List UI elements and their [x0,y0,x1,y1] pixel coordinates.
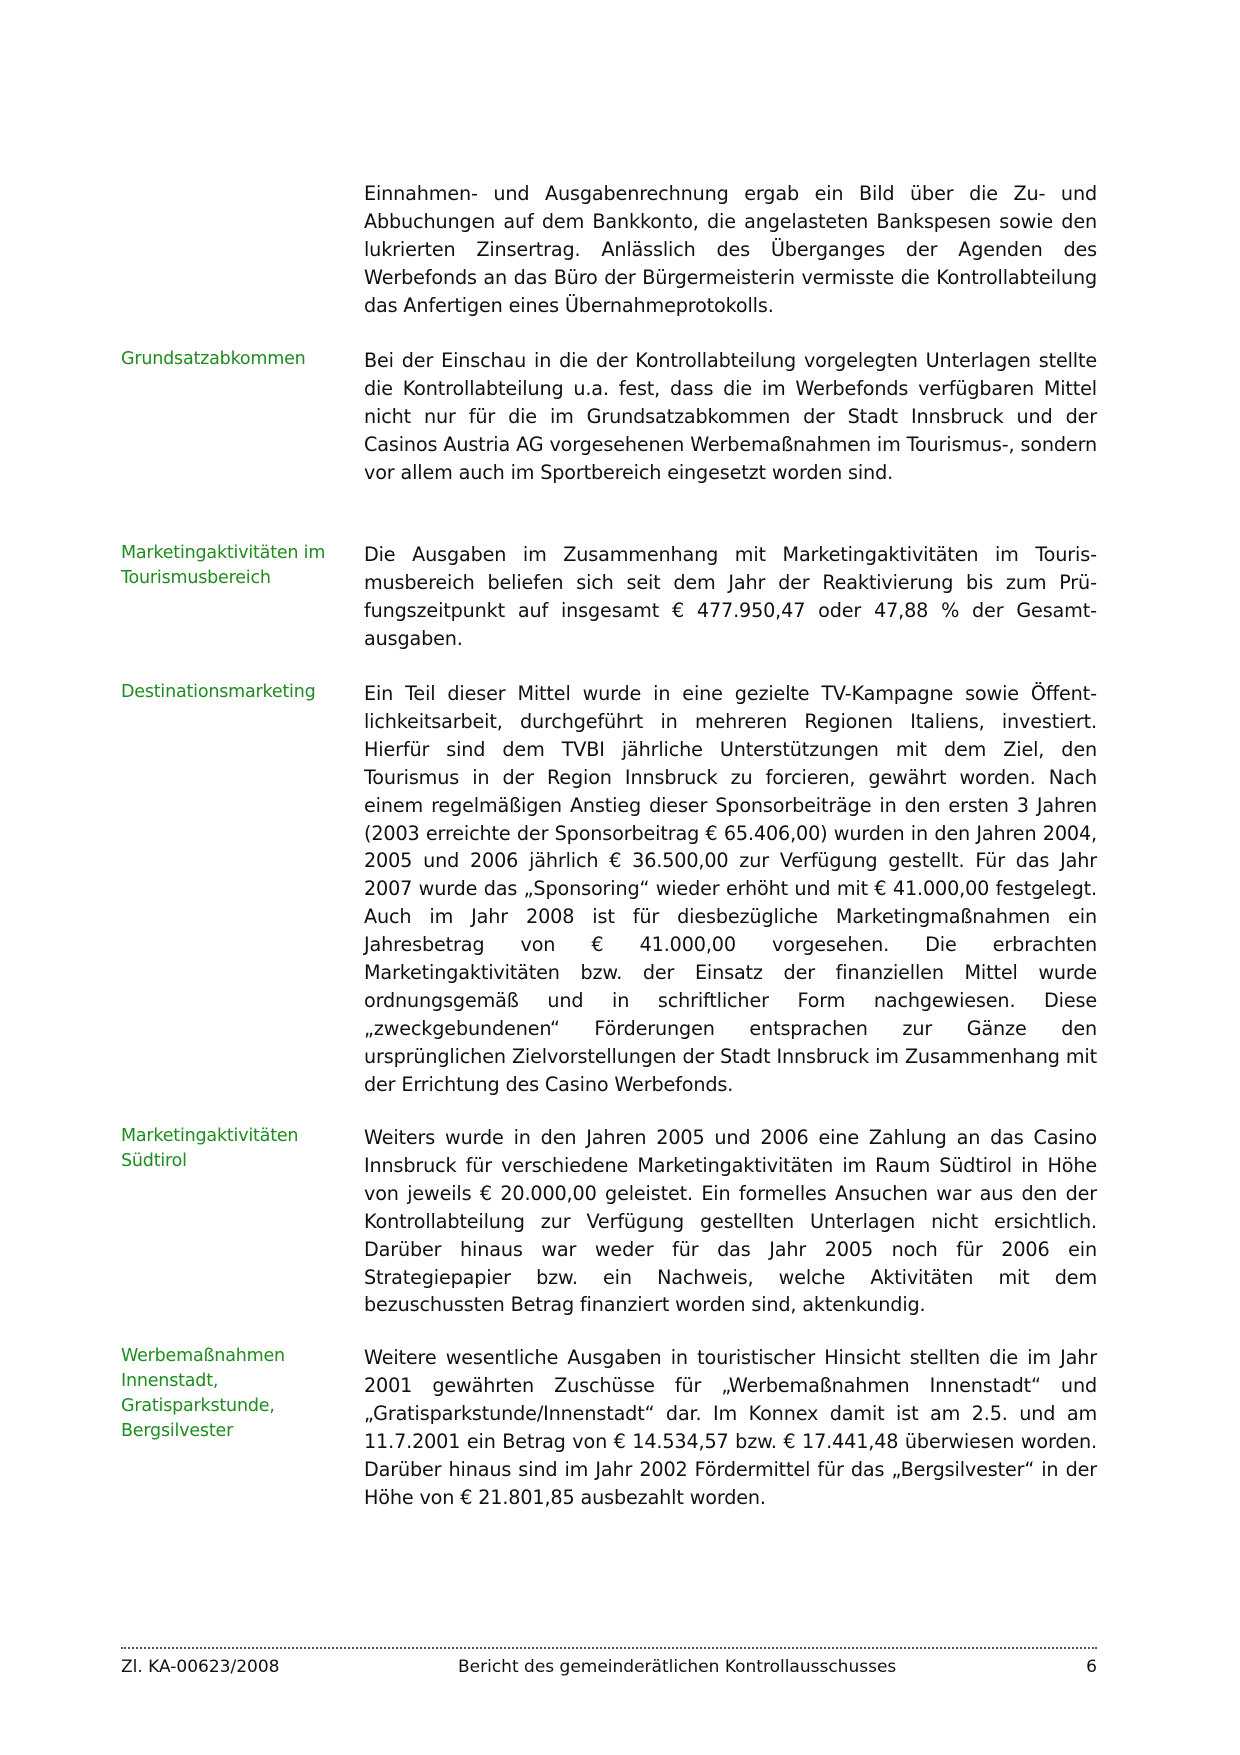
paragraph: Die Ausgaben im Zusammenhang mit Marketingaktivitäten im Tourismusbereich beliefen sich seit dem Jahr der Reaktivierung bis zum Prüfungszeitpunkt auf insgesamt € 477.950,47 oder 47,88 % der Gesamtausgaben. [364,543,1097,650]
margin-heading: Marketingaktivitäten Südtirol [121,1126,299,1171]
footer-title: Bericht des gemeinderätlichen Kontrollausschusses [458,1657,897,1677]
margin-heading: Werbemaßnahmen Innenstadt, Gratisparkstunde, Bergsilvester [121,1346,285,1441]
page-number: 6 [1086,1657,1097,1677]
margin-heading: Destinationsmarketing [121,682,316,702]
page-footer [121,1655,1097,1679]
paragraph: Einnahmen- und Ausgabenrechnung ergab ein Bild über die Zu- und Abbuchungen auf dem Bankkonto, die angelasteten Bankspesen sowie den lukrierten Zinsertrag. Anlässlich des Überganges der Agenden des Werbefonds an das Büro der Bürgermeisterin vermisste die Kontrollabteilung das Anfertigen eines Übernahmeprotokolls. [364,182,1097,317]
paragraph: Weiters wurde in den Jahren 2005 und 2006 eine Zahlung an das Casino Innsbruck für verschiedene Marketingaktivitäten im Raum Südtirol in Höhe von jeweils € 20.000,00 geleistet. Ein formelles Ansuchen war aus den der Kontrollabteilung zur Verfügung gestellten Unterlagen nicht ersichtlich. Darüber hinaus war weder für das Jahr 2005 noch für 2006 ein Strategiepapier bzw. ein Nachweis, welche Aktivitäten mit dem bezuschussten Betrag finanziert worden sind, aktenkundig. [364,1126,1097,1317]
footer-divider [121,1647,1097,1649]
margin-heading: Grundsatzabkommen [121,349,306,369]
footer-reference: Zl. KA-00623/2008 [121,1657,280,1677]
paragraph: Bei der Einschau in die der Kontrollabteilung vorgelegten Unterlagen stellte die Kontrollabteilung u.a. fest, dass die im Werbefonds verfügbaren Mittel nicht nur für die im Grundsatzabkommen der Stadt Innsbruck und der Casinos Austria AG vorgesehenen Werbemaßnahmen im Tourismus-, sondern vor allem auch im Sportbereich eingesetzt worden sind. [364,349,1097,484]
margin-heading: Marketingaktivitäten im Tourismusbereich [121,543,326,588]
paragraph: Weitere wesentliche Ausgaben in touristischer Hinsicht stellten die im Jahr 2001 gewährten Zuschüsse für „Werbemaßnahmen Innenstadt“ und „Gratisparkstunde/Innenstadt“ dar. Im Konnex damit ist am 2.5. und am 11.7.2001 ein Betrag von € 14.534,57 bzw. € 17.441,48 überwiesen worden. Darüber hinaus sind im Jahr 2002 Fördermittel für das „Bergsilvester“ in der Höhe von € 21.801,85 ausbezahlt worden. [364,1346,1097,1509]
paragraph: Ein Teil dieser Mittel wurde in eine gezielte TV-Kampagne sowie Öffentlichkeitsarbeit, durchgeführt in mehreren Regionen Italiens, investiert. Hierfür sind dem TVBI jährliche Unterstützungen mit dem Ziel, den Tourismus in der Region Innsbruck zu forcieren, gewährt worden. Nach einem regelmäßigen Anstieg dieser Sponsorbeiträge in den ersten 3 Jahren (2003 erreichte der Sponsorbeitrag € 65.406,00) wurden in den Jahren 2004, 2005 und 2006 jährlich € 36.500,00 zur Verfügung gestellt. Für das Jahr 2007 wurde das „Sponsoring“ wieder erhöht und mit € 41.000,00 festgelegt. Auch im Jahr 2008 ist für diesbezügliche Marketingmaßnahmen ein Jahresbetrag von € 41.000,00 vorgesehen. Die erbrachten Marketingaktivitäten bzw. der Einsatz der finanziellen Mittel wurde ordnungsgemäß und in schriftlicher Form nachgewiesen. Diese „zweckgebundenen“ Förderungen entsprachen zur Gänze den ursprünglichen Zielvorstellungen der Stadt Innsbruck im Zusammenhang mit der Errichtung des Casino Werbefonds. [364,682,1097,1096]
